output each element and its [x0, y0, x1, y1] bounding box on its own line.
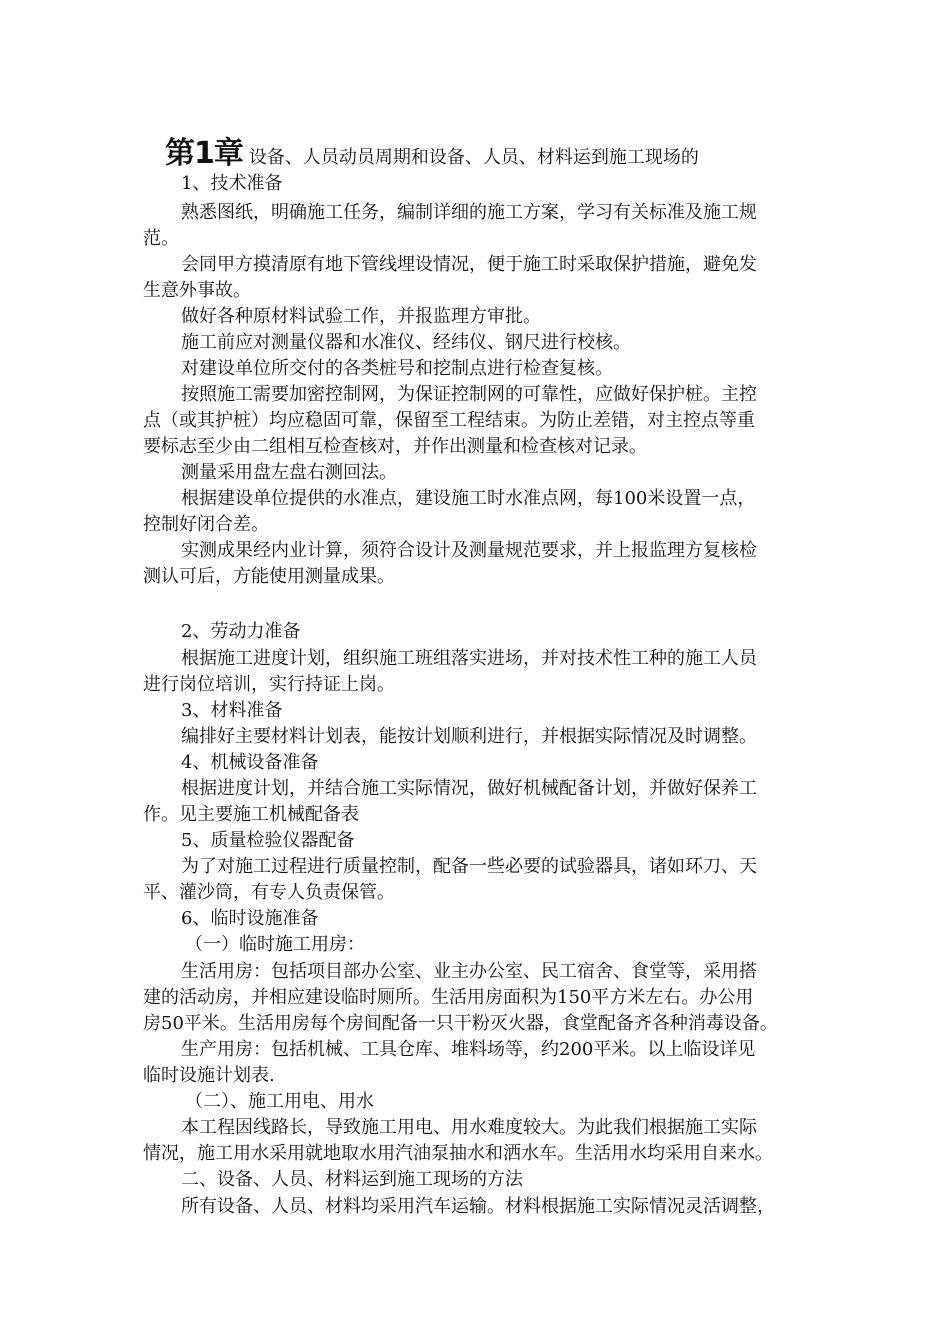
- section-heading-method: 二、设备、人员、材料运到施工现场的方法: [181, 1169, 523, 1190]
- paragraph-line: 熟悉图纸，明确施工任务，编制详细的施工方案，学习有关标准及施工规: [181, 202, 757, 223]
- subsection-heading: （二）、施工用电、用水: [185, 1091, 374, 1112]
- section-heading-4: 4、机械设备准备: [181, 752, 319, 773]
- section-heading-5: 5、质量检验仪器配备: [181, 830, 355, 851]
- section-heading-1: 1、技术准备: [181, 173, 283, 194]
- section-heading-6: 6、临时设施准备: [181, 908, 319, 929]
- paragraph-line: 施工前应对测量仪器和水准仪、经纬仪、钢尺进行校核。: [181, 332, 631, 353]
- paragraph-line: 情况，施工用水采用就地取水用汽油泵抽水和洒水车。生活用水均采用自来水。: [143, 1143, 773, 1164]
- paragraph-line: 编排好主要材料计划表，能按计划顺利进行，并根据实际情况及时调整。: [181, 726, 757, 747]
- paragraph-line: 根据建设单位提供的水准点，建设施工时水准点网，每100米设置一点，: [181, 488, 756, 509]
- paragraph-line: 本工程因线路长，导致施工用电、用水难度较大。为此我们根据施工实际: [181, 1117, 757, 1138]
- paragraph-line: 建的活动房，并相应建设临时厕所。生活用房面积为150平方米左右。办公用: [143, 987, 754, 1008]
- paragraph-line: 控制好闭合差。: [143, 514, 269, 535]
- paragraph-line: 生意外事故。: [143, 280, 251, 301]
- paragraph-line: 平、灌沙筒，有专人负责保管。: [143, 882, 395, 903]
- chapter-number: 第1章: [165, 136, 243, 171]
- paragraph-line: 根据进度计划，并结合施工实际情况，做好机械配备计划，并做好保养工: [181, 778, 757, 799]
- paragraph-line: 会同甲方摸清原有地下管线埋设情况，便于施工时采取保护措施，避免发: [181, 254, 757, 275]
- chapter-heading: [165, 128, 699, 172]
- paragraph-line: 进行岗位培训，实行持证上岗。: [143, 674, 395, 695]
- chapter-title: 设备、人员动员周期和设备、人员、材料运到施工现场的: [248, 147, 699, 168]
- paragraph-line: 作。见主要施工机械配备表: [143, 804, 359, 825]
- paragraph-line: 对建设单位所交付的各类桩号和挖制点进行检查复核。: [181, 358, 613, 379]
- paragraph-line: 测认可后，方能使用测量成果。: [143, 566, 395, 587]
- subsection-heading: （一）临时施工用房：: [185, 934, 365, 955]
- paragraph-line: 测量采用盘左盘右测回法。: [181, 462, 397, 483]
- paragraph-line: 要标志至少由二组相互检查核对，并作出测量和检查核对记录。: [143, 436, 647, 457]
- paragraph-line: 生活用房：包括项目部办公室、业主办公室、民工宿舍、食堂等，采用搭: [181, 961, 757, 982]
- paragraph-line: 临时设施计划表.: [143, 1065, 275, 1086]
- paragraph-line: 点（或其护桩）均应稳固可靠，保留至工程结束。为防止差错，对主控点等重: [143, 410, 755, 431]
- paragraph-line: 按照施工需要加密控制网，为保证控制网的可靠性，应做好保护桩。主控: [181, 384, 757, 405]
- paragraph-line: 为了对施工过程进行质量控制，配备一些必要的试验器具，诸如环刀、天: [181, 856, 757, 877]
- paragraph-line: 根据施工进度计划，组织施工班组落实进场，并对技术性工种的施工人员: [181, 648, 757, 669]
- paragraph-line: 所有设备、人员、材料均采用汽车运输。材料根据施工实际情况灵活调整，: [181, 1196, 775, 1217]
- section-heading-3: 3、材料准备: [181, 700, 283, 721]
- paragraph-line: 生产用房：包括机械、工具仓库、堆料场等，约200平米。以上临设详见: [181, 1039, 756, 1060]
- paragraph-line: 实测成果经内业计算，须符合设计及测量规范要求，并上报监理方复核检: [181, 540, 757, 561]
- section-heading-2: 2、劳动力准备: [181, 621, 301, 642]
- paragraph-line: 范。: [143, 228, 179, 249]
- paragraph-line: 房50平米。生活用房每个房间配备一只干粉灭火器，食堂配备齐各种消毒设备。: [143, 1013, 778, 1034]
- paragraph-line: 做好各种原材料试验工作，并报监理方审批。: [181, 306, 541, 327]
